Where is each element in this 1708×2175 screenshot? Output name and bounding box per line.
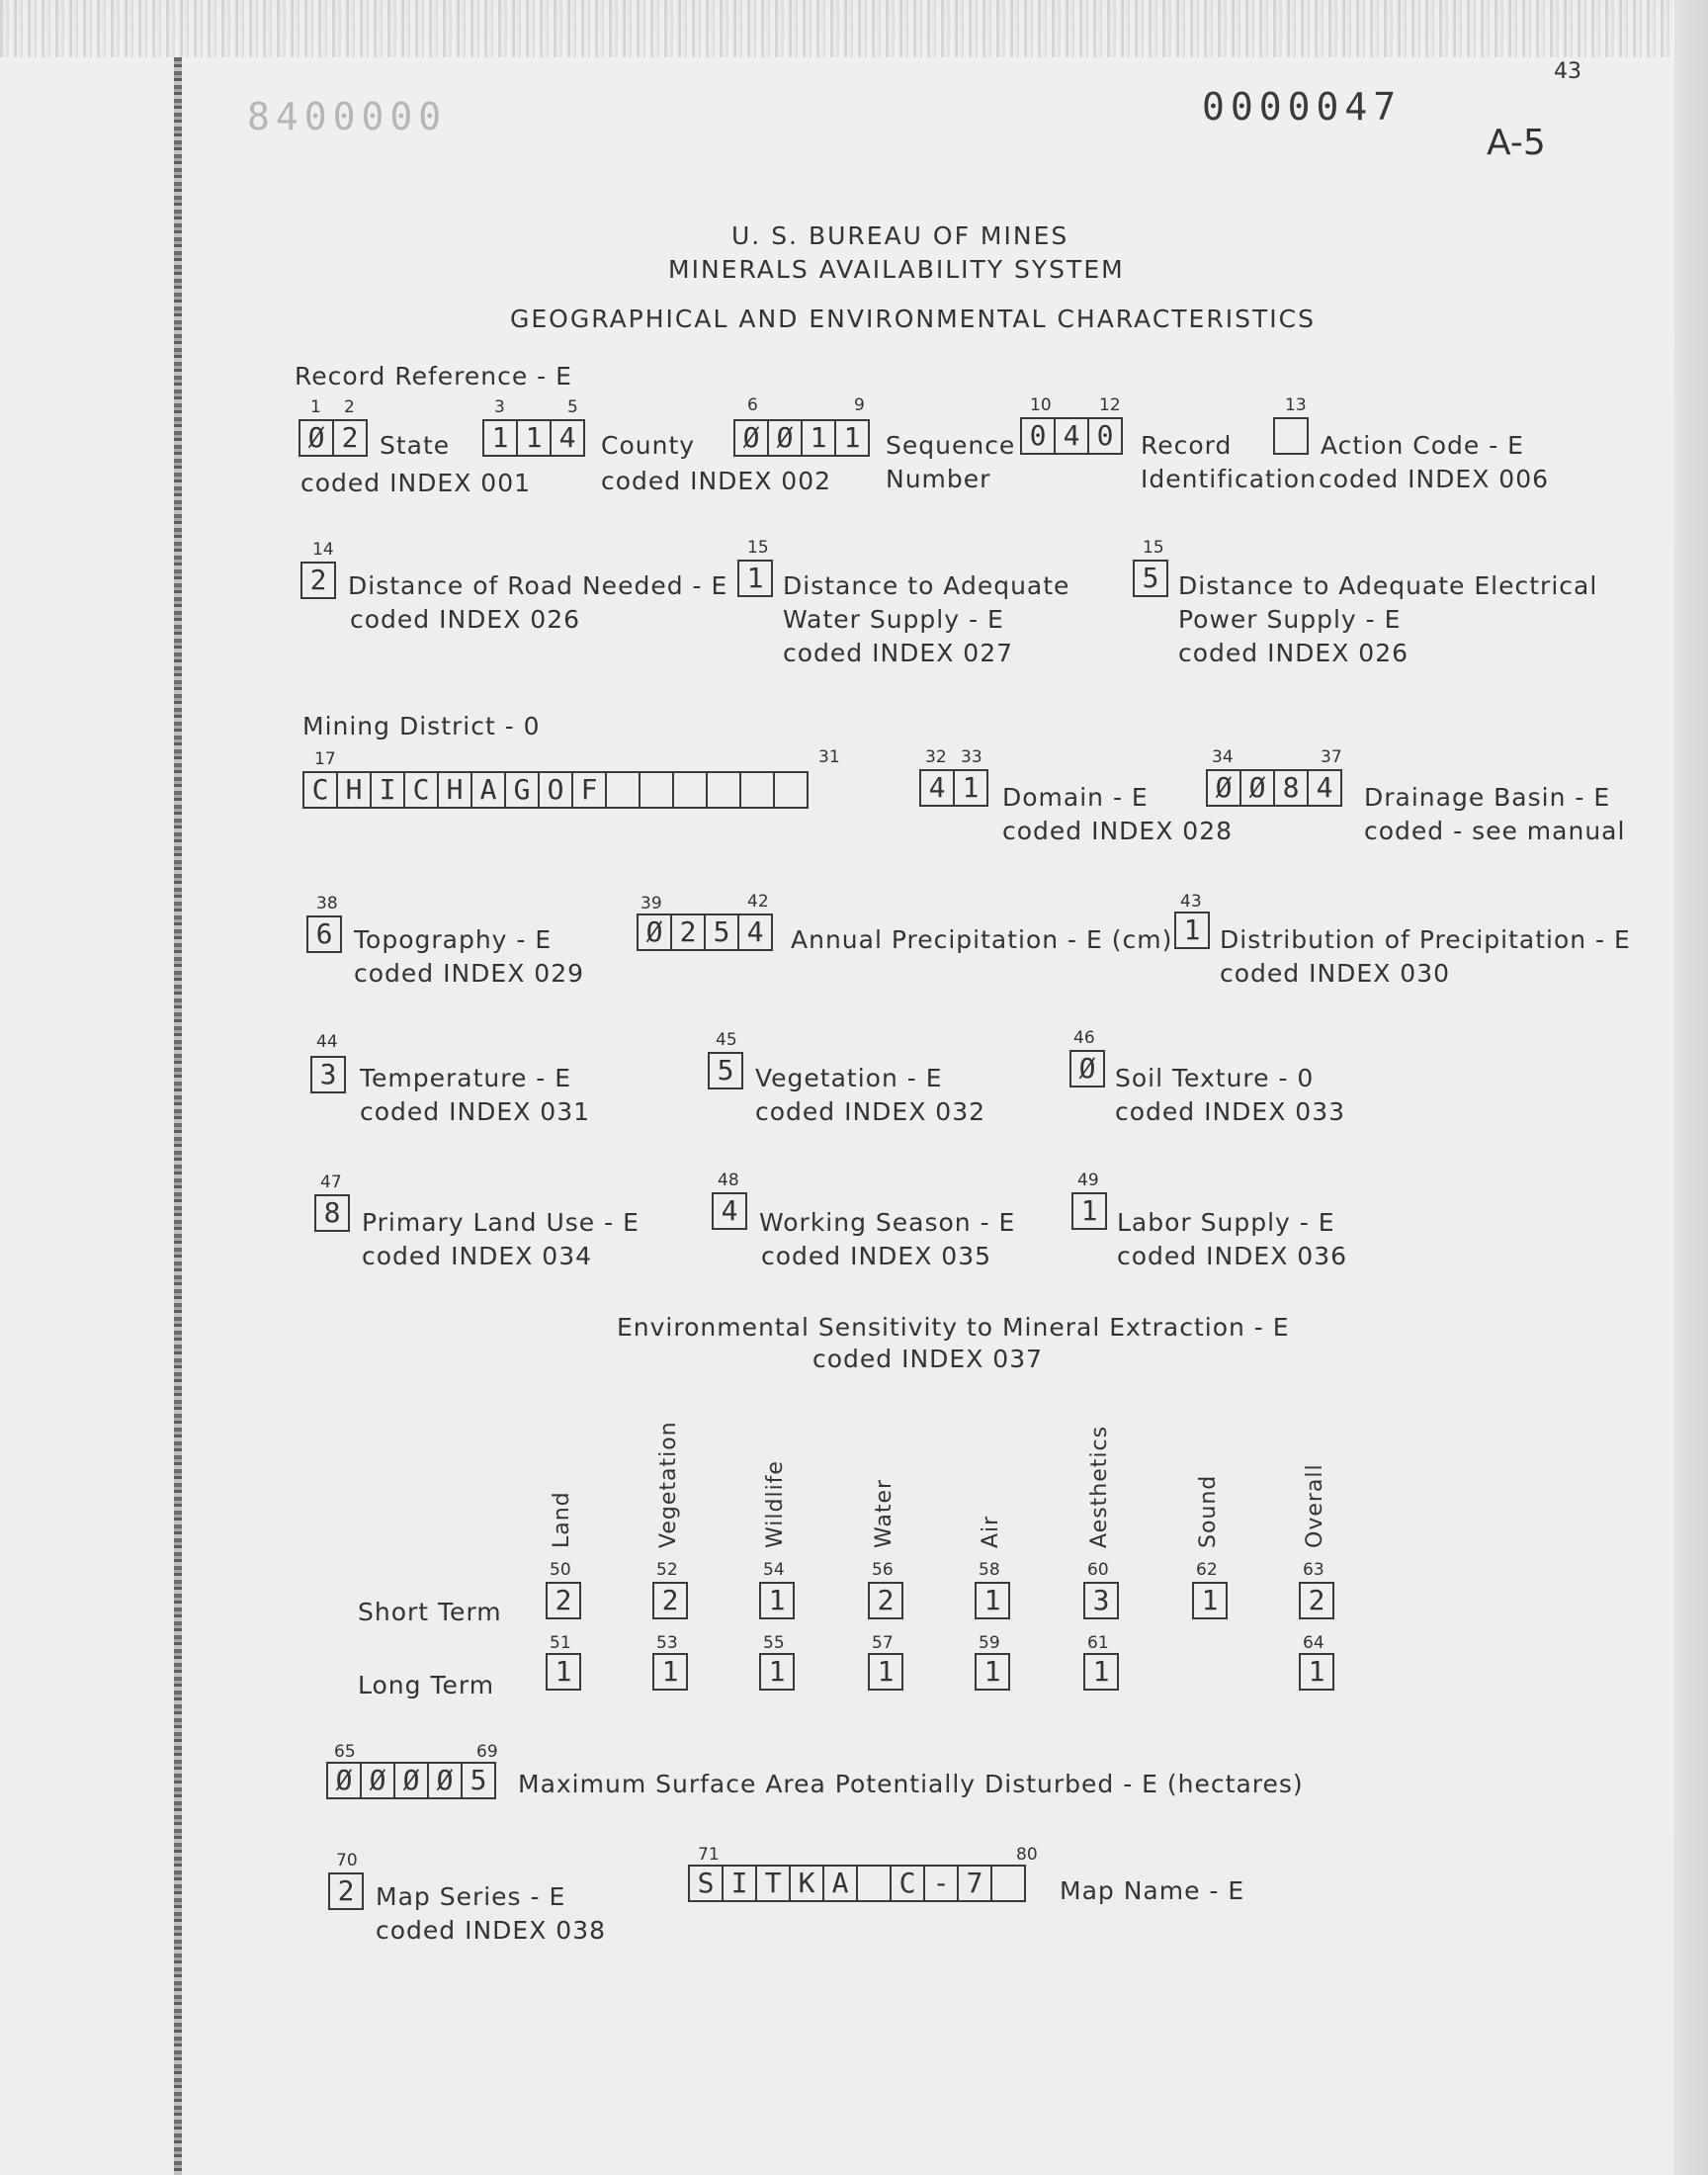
domain-col-start: 32 [925, 747, 947, 767]
long-term-water-box[interactable]: 1 [868, 1653, 903, 1691]
short-term-cell[interactable] [759, 1582, 795, 1619]
map-name-box-10[interactable] [990, 1865, 1026, 1902]
mining-district-box-1[interactable]: C [302, 771, 338, 809]
season-col: 48 [718, 1171, 739, 1190]
drainage-box-4[interactable]: 4 [1307, 769, 1342, 807]
mining-district-boxes[interactable] [302, 771, 809, 809]
short-term-col-7: 62 [1196, 1560, 1218, 1580]
labor-boxes[interactable] [1071, 1192, 1107, 1230]
mining-district-box-13[interactable] [706, 771, 741, 809]
state-box-2[interactable]: 2 [332, 419, 368, 457]
road-col: 14 [312, 540, 334, 560]
drainage-label: Drainage Basin - E [1364, 783, 1611, 812]
land-use-sub: coded INDEX 034 [362, 1242, 593, 1270]
county-col-end: 5 [567, 397, 578, 417]
labor-box[interactable]: 1 [1071, 1192, 1107, 1230]
mining-district-box-4[interactable]: C [403, 771, 439, 809]
state-col-start: 1 [310, 397, 321, 417]
short-term-vegetation-box[interactable]: 2 [652, 1582, 688, 1619]
sensitivity-column-land: Land [550, 1491, 574, 1548]
season-sub: coded INDEX 035 [761, 1242, 992, 1270]
mining-col-end: 31 [818, 747, 840, 767]
county-boxes[interactable] [482, 419, 585, 457]
long-term-cell[interactable] [1083, 1653, 1119, 1691]
water-boxes[interactable] [737, 560, 773, 597]
sequence-sub: Number [886, 465, 991, 493]
vegetation-col: 45 [716, 1030, 737, 1050]
map-name-box-9[interactable]: 7 [957, 1865, 992, 1902]
precip-boxes[interactable] [637, 914, 773, 951]
long-term-land-box[interactable]: 1 [546, 1653, 581, 1691]
sensitivity-column-sound: Sound [1196, 1474, 1221, 1548]
short-term-label: Short Term [358, 1598, 502, 1626]
mining-district-box-14[interactable] [739, 771, 775, 809]
long-term-wildlife-box[interactable]: 1 [759, 1653, 795, 1691]
water-sub: coded INDEX 027 [783, 639, 1014, 667]
domain-col-end: 33 [961, 747, 982, 767]
long-term-cell[interactable] [546, 1653, 581, 1691]
action-sub: coded INDEX 006 [1319, 465, 1550, 493]
short-term-cell[interactable] [868, 1582, 903, 1619]
labor-label: Labor Supply - E [1117, 1208, 1335, 1237]
land-use-label: Primary Land Use - E [362, 1208, 640, 1237]
short-term-col-5: 58 [979, 1560, 1000, 1580]
power-box[interactable]: 5 [1133, 560, 1168, 597]
long-term-col-8: 64 [1303, 1633, 1324, 1653]
map-name-box-5[interactable]: A [822, 1865, 858, 1902]
water-label-2: Water Supply - E [783, 605, 1004, 634]
surface-col-start: 65 [334, 1742, 356, 1762]
header-line-2: MINERALS AVAILABILITY SYSTEM [668, 255, 1125, 284]
short-term-aesthetics-box[interactable]: 3 [1083, 1582, 1119, 1619]
drainage-boxes[interactable] [1206, 769, 1342, 807]
short-term-water-box[interactable]: 2 [868, 1582, 903, 1619]
county-sub: coded INDEX 002 [601, 467, 832, 495]
vegetation-sub: coded INDEX 032 [755, 1097, 986, 1126]
mining-district-box-11[interactable] [639, 771, 674, 809]
drainage-col-end: 37 [1321, 747, 1342, 767]
state-label: State [380, 431, 451, 460]
short-term-wildlife-box[interactable]: 1 [759, 1582, 795, 1619]
long-term-overall-box[interactable]: 1 [1299, 1653, 1334, 1691]
map-name-box-2[interactable]: I [722, 1865, 757, 1902]
action-col: 13 [1285, 395, 1307, 415]
long-term-col-4: 57 [872, 1633, 894, 1653]
precip-dist-label: Distribution of Precipitation - E [1220, 925, 1631, 954]
short-term-land-box[interactable]: 2 [546, 1582, 581, 1619]
record-col-end: 12 [1099, 395, 1121, 415]
short-term-col-6: 60 [1087, 1560, 1109, 1580]
header-line-3: GEOGRAPHICAL AND ENVIRONMENTAL CHARACTERISTICS [510, 304, 1316, 333]
long-term-cell[interactable] [975, 1653, 1010, 1691]
soil-box[interactable]: Ø [1069, 1050, 1105, 1088]
road-boxes[interactable] [300, 562, 336, 599]
drainage-box-3[interactable]: 8 [1273, 769, 1309, 807]
water-label: Distance to Adequate [783, 571, 1070, 600]
map-series-label: Map Series - E [376, 1882, 566, 1911]
stamp-number: 0000047 [1202, 85, 1403, 129]
topography-col: 38 [316, 894, 338, 914]
sequence-label: Sequence [886, 431, 1016, 460]
map-series-boxes[interactable] [328, 1872, 364, 1910]
long-term-aesthetics-box[interactable]: 1 [1083, 1653, 1119, 1691]
form-id: A-5 [1487, 123, 1546, 163]
map-series-col: 70 [336, 1851, 358, 1870]
temperature-col: 44 [316, 1032, 338, 1052]
mining-district-box-3[interactable]: I [370, 771, 405, 809]
torn-top-edge [0, 0, 1708, 57]
short-term-cell[interactable] [1083, 1582, 1119, 1619]
soil-label: Soil Texture - 0 [1115, 1064, 1315, 1092]
surface-box-4[interactable]: Ø [427, 1762, 463, 1799]
action-label: Action Code - E [1321, 431, 1524, 460]
short-term-air-box[interactable]: 1 [975, 1582, 1010, 1619]
soil-sub: coded INDEX 033 [1115, 1097, 1346, 1126]
drainage-col-start: 34 [1212, 747, 1234, 767]
precip-col-end: 42 [747, 892, 769, 912]
sensitivity-column-wildlife: Wildlife [763, 1460, 788, 1548]
short-term-col-2: 52 [656, 1560, 678, 1580]
temperature-box[interactable]: 3 [310, 1056, 346, 1093]
map-name-box-4[interactable]: K [789, 1865, 824, 1902]
labor-sub: coded INDEX 036 [1117, 1242, 1348, 1270]
drainage-box-1[interactable]: Ø [1206, 769, 1241, 807]
sequence-col-start: 6 [747, 395, 758, 415]
domain-sub: coded INDEX 028 [1002, 817, 1234, 845]
power-sub: coded INDEX 026 [1178, 639, 1409, 667]
mining-district-box-15[interactable] [773, 771, 809, 809]
power-boxes[interactable] [1133, 560, 1168, 597]
sequence-box-1[interactable]: Ø [733, 419, 769, 457]
sensitivity-column-overall: Overall [1303, 1463, 1327, 1548]
state-box-1[interactable]: Ø [299, 419, 334, 457]
map-name-boxes[interactable] [688, 1865, 1026, 1902]
sensitivity-title: Environmental Sensitivity to Mineral Extraction - E [617, 1313, 1290, 1342]
land-use-boxes[interactable] [314, 1194, 350, 1232]
map-name-box-3[interactable]: T [755, 1865, 791, 1902]
long-term-cell[interactable] [868, 1653, 903, 1691]
surface-col-end: 69 [476, 1742, 498, 1762]
map-series-sub: coded INDEX 038 [376, 1916, 607, 1945]
right-margin-shadow [1674, 0, 1708, 2175]
short-term-cell[interactable] [1192, 1582, 1228, 1619]
topography-boxes[interactable] [306, 915, 342, 953]
sequence-box-3[interactable]: 1 [801, 419, 836, 457]
mining-district-box-10[interactable] [605, 771, 640, 809]
mining-district-box-5[interactable]: H [437, 771, 472, 809]
long-term-col-3: 55 [763, 1633, 785, 1653]
sensitivity-column-water: Water [872, 1478, 897, 1548]
domain-label: Domain - E [1002, 783, 1149, 812]
mining-district-box-9[interactable]: F [571, 771, 607, 809]
county-box-3[interactable]: 4 [550, 419, 585, 457]
map-name-box-8[interactable]: - [923, 1865, 959, 1902]
mining-district-box-7[interactable]: G [504, 771, 540, 809]
record-col-start: 10 [1030, 395, 1052, 415]
precip-dist-box[interactable]: 1 [1174, 912, 1210, 949]
state-sub: coded INDEX 001 [300, 469, 532, 497]
mining-col-start: 17 [314, 749, 336, 769]
record-boxes[interactable] [1020, 417, 1123, 455]
sequence-box-2[interactable]: Ø [767, 419, 803, 457]
road-box[interactable]: 2 [300, 562, 336, 599]
map-name-box-7[interactable]: C [890, 1865, 925, 1902]
short-term-cell[interactable] [1299, 1582, 1334, 1619]
sensitivity-column-air: Air [979, 1515, 1003, 1548]
precip-box-4[interactable]: 4 [737, 914, 773, 951]
precip-col-start: 39 [640, 894, 662, 914]
vegetation-label: Vegetation - E [755, 1064, 943, 1092]
surface-box-1[interactable]: Ø [326, 1762, 362, 1799]
long-term-col-2: 53 [656, 1633, 678, 1653]
precip-box-1[interactable]: Ø [637, 914, 672, 951]
power-label-2: Power Supply - E [1178, 605, 1402, 634]
short-term-col-4: 56 [872, 1560, 894, 1580]
record-label: Record [1141, 431, 1233, 460]
road-label: Distance of Road Needed - E [348, 571, 728, 600]
season-box[interactable]: 4 [712, 1192, 747, 1230]
precip-box-2[interactable]: 2 [670, 914, 706, 951]
surface-box-3[interactable]: Ø [393, 1762, 429, 1799]
drainage-box-2[interactable]: Ø [1239, 769, 1275, 807]
soil-boxes[interactable] [1069, 1050, 1105, 1088]
short-term-col-1: 50 [550, 1560, 571, 1580]
long-term-vegetation-box[interactable]: 1 [652, 1653, 688, 1691]
vegetation-box[interactable]: 5 [708, 1052, 743, 1089]
surface-box-5[interactable]: 5 [461, 1762, 496, 1799]
county-label: County [601, 431, 696, 460]
precip-label: Annual Precipitation - E (cm) [791, 925, 1173, 954]
temperature-sub: coded INDEX 031 [360, 1097, 591, 1126]
precip-dist-sub: coded INDEX 030 [1220, 959, 1451, 988]
county-box-1[interactable]: 1 [482, 419, 518, 457]
map-name-box-1[interactable]: S [688, 1865, 724, 1902]
precip-dist-boxes[interactable] [1174, 912, 1210, 949]
short-term-col-3: 54 [763, 1560, 785, 1580]
county-box-2[interactable]: 1 [516, 419, 552, 457]
short-term-sound-box[interactable]: 1 [1192, 1582, 1228, 1619]
record-box-3[interactable]: 0 [1087, 417, 1123, 455]
state-boxes[interactable] [299, 419, 368, 457]
short-term-cell[interactable] [975, 1582, 1010, 1619]
topography-sub: coded INDEX 029 [354, 959, 585, 988]
header-line-1: U. S. BUREAU OF MINES [731, 221, 1069, 250]
record-sub: Identification [1141, 465, 1317, 493]
long-term-col-5: 59 [979, 1633, 1000, 1653]
page-number: 43 [1554, 59, 1581, 84]
labor-col: 49 [1077, 1171, 1099, 1190]
mining-district-box-2[interactable]: H [336, 771, 372, 809]
power-label: Distance to Adequate Electrical [1178, 571, 1598, 600]
binding-edge [174, 57, 182, 2175]
mining-district-box-8[interactable]: O [538, 771, 573, 809]
long-term-cell[interactable] [652, 1653, 688, 1691]
action-box[interactable] [1273, 417, 1309, 455]
short-term-cell[interactable] [652, 1582, 688, 1619]
action-boxes[interactable] [1273, 417, 1309, 455]
surface-boxes[interactable] [326, 1762, 496, 1799]
land-use-col: 47 [320, 1173, 342, 1192]
precip-dist-col: 43 [1180, 892, 1202, 912]
topography-box[interactable]: 6 [306, 915, 342, 953]
long-term-col-6: 61 [1087, 1633, 1109, 1653]
sensitivity-sub: coded INDEX 037 [812, 1345, 1044, 1373]
precip-box-3[interactable]: 5 [704, 914, 739, 951]
vegetation-boxes[interactable] [708, 1052, 743, 1089]
sensitivity-column-vegetation: Vegetation [656, 1421, 681, 1548]
domain-box-2[interactable]: 1 [953, 769, 988, 807]
season-boxes[interactable] [712, 1192, 747, 1230]
short-term-col-8: 63 [1303, 1560, 1324, 1580]
county-col-start: 3 [494, 397, 505, 417]
temperature-boxes[interactable] [310, 1056, 346, 1093]
road-sub: coded INDEX 026 [350, 605, 581, 634]
map-name-label: Map Name - E [1060, 1876, 1245, 1905]
temperature-label: Temperature - E [360, 1064, 572, 1092]
domain-box-1[interactable]: 4 [919, 769, 955, 807]
long-term-cell[interactable] [759, 1653, 795, 1691]
long-term-col-1: 51 [550, 1633, 571, 1653]
record-reference-label: Record Reference - E [295, 362, 572, 391]
map-name-box-6[interactable] [856, 1865, 892, 1902]
faded-stamp-number: 8400000 [247, 95, 448, 138]
mining-district-box-6[interactable]: A [470, 771, 506, 809]
record-box-1[interactable]: 0 [1020, 417, 1056, 455]
power-col: 15 [1143, 538, 1164, 558]
soil-col: 46 [1073, 1028, 1095, 1048]
record-box-2[interactable]: 4 [1054, 417, 1089, 455]
map-series-box[interactable]: 2 [328, 1872, 364, 1910]
water-box[interactable]: 1 [737, 560, 773, 597]
drainage-sub: coded - see manual [1364, 817, 1626, 845]
water-col: 15 [747, 538, 769, 558]
sensitivity-column-aesthetics: Aesthetics [1087, 1425, 1112, 1548]
state-col-end: 2 [344, 397, 355, 417]
map-name-col-start: 71 [698, 1845, 720, 1865]
land-use-box[interactable]: 8 [314, 1194, 350, 1232]
domain-boxes[interactable] [919, 769, 988, 807]
sequence-boxes[interactable] [733, 419, 870, 457]
mining-district-label: Mining District - 0 [302, 712, 541, 740]
surface-label: Maximum Surface Area Potentially Disturbed - E (hectares) [518, 1770, 1304, 1798]
season-label: Working Season - E [759, 1208, 1016, 1237]
short-term-overall-box[interactable]: 2 [1299, 1582, 1334, 1619]
mining-district-box-12[interactable] [672, 771, 708, 809]
sequence-col-end: 9 [854, 395, 865, 415]
long-term-air-box[interactable]: 1 [975, 1653, 1010, 1691]
long-term-label: Long Term [358, 1671, 495, 1699]
surface-box-2[interactable]: Ø [360, 1762, 395, 1799]
sequence-box-4[interactable]: 1 [834, 419, 870, 457]
short-term-cell[interactable] [546, 1582, 581, 1619]
topography-label: Topography - E [354, 925, 553, 954]
map-name-col-end: 80 [1016, 1845, 1038, 1865]
long-term-cell[interactable] [1299, 1653, 1334, 1691]
